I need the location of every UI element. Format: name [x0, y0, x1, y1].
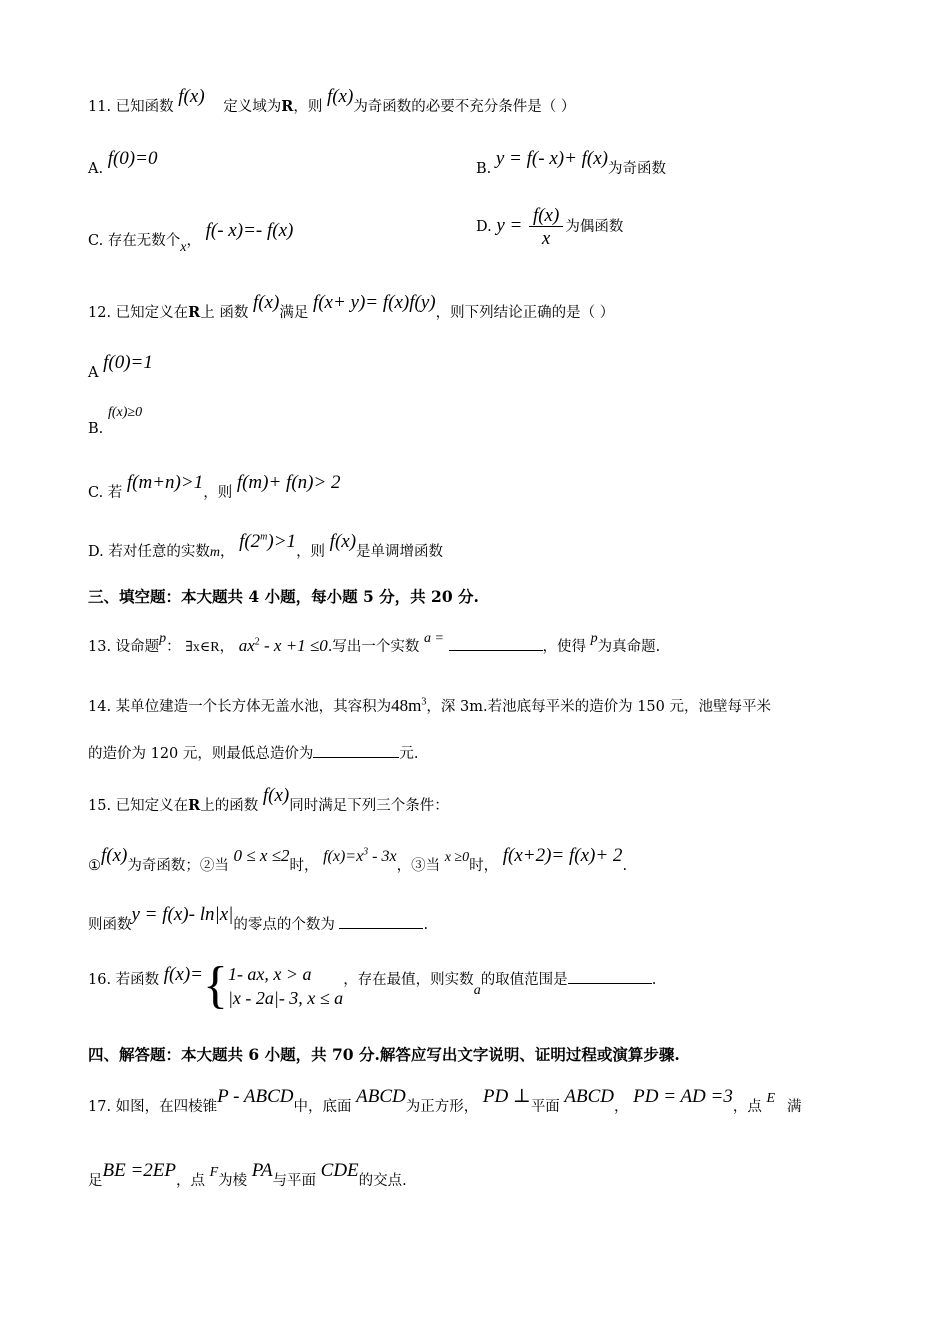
q11-f-x: f(x)	[178, 86, 205, 107]
q12-stem: 12. 已知定义在R上 函数 f(x)满足 f(x+ y)= f(x)f(y)，则下列结论正确的是（ ）	[88, 292, 615, 321]
q11-stem: 11. 已知函数 f(x) 定义域为R，则 f(x)为奇函数的必要不充分条件是（ ）	[88, 86, 576, 115]
q15-conditions: ①f(x)为奇函数；②当 0 ≤ x ≤2时， $f(x)=x^3 - 3x$，③当 x ≥0时， f(x+2)= f(x)+ 2.	[88, 845, 628, 874]
answer-blank[interactable]	[339, 928, 423, 929]
q15-stem: 15. 已知定义在R上的函数 f(x)同时满足下列三个条件：	[88, 785, 449, 814]
q12-option-d: D. 若对任意的实数m， $f(2^m)>1$，则 f(x)是单调增函数	[88, 531, 444, 560]
q14-line1: 14. 某单位建造一个长方体无盖水池，其容积为$48m^3$，深 3m.若池底每平米的造价为 150 元，池壁每平米	[88, 696, 771, 715]
q16: 16. 若函数 f(x)={ 1- ax, x > a |x - 2a|- 3, x ≤ a ，存在最值，则实数a的取值范围是 .	[88, 957, 657, 1014]
answer-blank[interactable]	[313, 757, 399, 758]
fraction: $\frac{f(x)}{x}$	[529, 206, 563, 248]
q17-line2: 足BE =2EP，点 F为棱 PA与平面 CDE的交点.	[88, 1160, 407, 1189]
section-heading-solutions: 四、解答题：本大题共 6 小题，共 70 分.解答应写出文字说明、证明过程或演算步骤.	[88, 1045, 680, 1064]
q11-option-d: D. y = $\frac{f(x)}{x}$ 为偶函数	[476, 205, 624, 249]
answer-blank[interactable]	[568, 983, 652, 984]
answer-blank[interactable]	[449, 650, 543, 651]
q17-line1: 17. 如图，在四棱锥P - ABCD中，底面 ABCD为正方形， PD ⊥平面 ABCD， PD = AD =3，点 E满	[88, 1086, 802, 1115]
q15-question: 则函数y = f(x)- ln|x|的零点的个数为 .	[88, 904, 429, 933]
q14-line2: 的造价为 120 元，则最低总造价为 元.	[88, 746, 419, 762]
q12-option-c: C. 若 f(m+n)>1，则 f(m)+ f(n)> 2	[88, 472, 341, 501]
q12-option-b: B.	[88, 421, 104, 437]
q11-option-c: C. 存在无数个x， f(- x)=- f(x)	[88, 220, 294, 255]
q13: 13. 设命题p： ∃x∈R， $ax^2 - x +1 \le 0$.写出一个实数 a = ，使得 p为真命题.	[88, 631, 661, 655]
q12-option-a: A f(0)=1	[88, 352, 153, 381]
q11-option-a: A. f(0)=0	[88, 148, 158, 177]
section-heading-fill-in: 三、填空题：本大题共 4 小题，每小题 5 分，共 20 分.	[88, 587, 479, 606]
q11-option-b: B. y = f(- x)+ f(x)为奇函数	[476, 148, 667, 177]
q12-option-b-math: f(x)≥0	[108, 405, 143, 420]
piecewise-cases: 1- ax, x > a |x - 2a|- 3, x ≤ a	[227, 963, 344, 1008]
piecewise-brace: {	[202, 957, 228, 1014]
